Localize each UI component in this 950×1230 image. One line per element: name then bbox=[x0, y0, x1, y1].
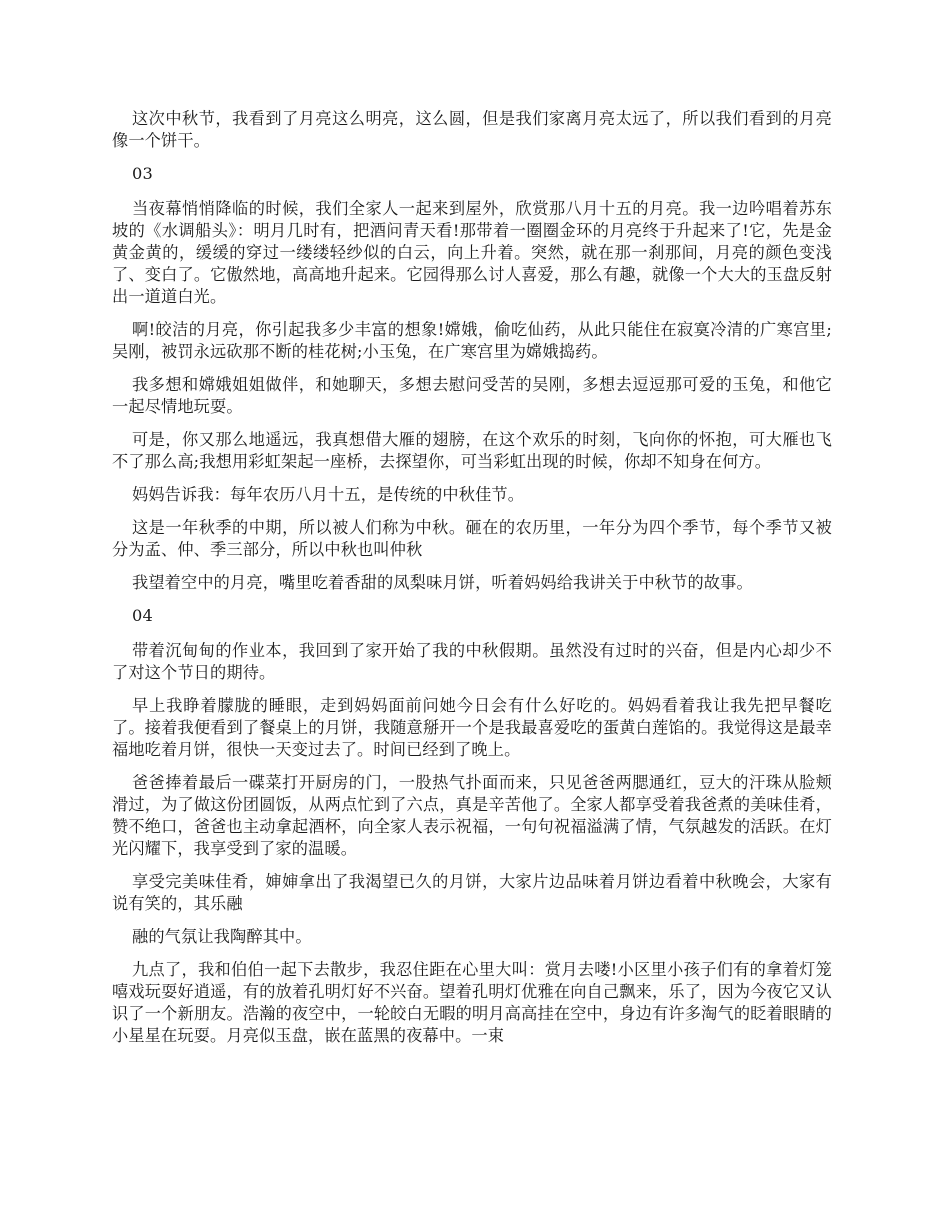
paragraph: 可是，你又那么地遥远，我真想借大雁的翅膀，在这个欢乐的时刻，飞向你的怀抱，可大雁也飞不了那么高;我想用彩虹架起一座桥，去探望你，可当彩虹出现的时候，你却不知身在何方。 bbox=[112, 430, 832, 471]
paragraph: 九点了，我和伯伯一起下去散步，我忍住距在心里大叫：赏月去喽!小区里小孩子们有的拿着灯笼嘻戏玩耍好逍遥，有的放着孔明灯好不兴奋。望着孔明灯优雅在向自己飘来，乐了，因为今夜它又认识了一个新朋友。浩瀚的夜空中，一轮皎白无暇的明月高高挂在空中，身边有许多淘气的眨着眼睛的小星星在玩耍。月亮似玉盘，嵌在蓝黑的夜幕中。一束 bbox=[112, 960, 832, 1045]
paragraph: 爸爸捧着最后一碟菜打开厨房的门，一股热气扑面而来，只见爸爸两腮通红，豆大的汗珠从脸颊滑过，为了做这份团圆饭，从两点忙到了六点，真是辛苦他了。全家人都享受着我爸煮的美味佳肴，赞不绝口，爸爸也主动拿起酒杯，向全家人表示祝福，一句句祝福溢满了情，气氛越发的活跃。在灯光闪耀下，我享受到了家的温暖。 bbox=[112, 773, 832, 858]
paragraph: 我望着空中的月亮，嘴里吃着香甜的凤梨味月饼，听着妈妈给我讲关于中秋节的故事。 bbox=[132, 573, 753, 592]
paragraph: 当夜幕悄悄降临的时候，我们全家人一起来到屋外，欣赏那八月十五的月亮。我一边吟唱着苏东坡的《水调船头》：明月几时有，把酒问青天看!那带着一圈圈金环的月亮终于升起来了!它，先是金黄金黄的，缓缓的穿过一缕缕轻纱似的白云，向上升着。突然，就在那一刹那间，月亮的颜色变浅了、变白了。它傲然地，高高地升起来。它园得那么讨人喜爱，那么有趣，就像一个大大的玉盘反射出一道道白光。 bbox=[112, 199, 832, 306]
paragraph: 我多想和嫦娥姐姐做伴，和她聊天，多想去慰问受苦的吴刚，多想去逗逗那可爱的玉兔，和他它一起尽情地玩耍。 bbox=[112, 375, 832, 416]
paragraph: 啊!皎洁的月亮，你引起我多少丰富的想象!嫦娥，偷吃仙药，从此只能住在寂寞冷清的广寒宫里;吴刚，被罚永远砍那不断的桂花树;小玉兔，在广寒宫里为嫦娥捣药。 bbox=[112, 320, 832, 361]
section-number: 03 bbox=[132, 164, 153, 183]
paragraph: 早上我睁着朦胧的睡眼，走到妈妈面前问她今日会有什么好吃的。妈妈看着我让我先把早餐吃了。接着我便看到了餐桌上的月饼，我随意掰开一个是我最喜爱吃的蛋黄白莲馅的。我觉得这是最幸福地吃着月饼，很快一天变过去了。时间已经到了晚上。 bbox=[112, 696, 832, 759]
paragraph: 享受完美味佳肴，婶婶拿出了我渴望已久的月饼，大家片边品味着月饼边看着中秋晚会，大家有说有笑的，其乐融 bbox=[112, 872, 832, 913]
paragraph: 妈妈告诉我：每年农历八月十五，是传统的中秋佳节。 bbox=[132, 485, 525, 504]
paragraph: 这是一年秋季的中期，所以被人们称为中秋。砸在的农历里，一年分为四个季节，每个季节又被分为孟、仲、季三部分，所以中秋也叫仲秋 bbox=[112, 518, 832, 559]
paragraph: 带着沉甸甸的作业本，我回到了家开始了我的中秋假期。虽然没有过时的兴奋，但是内心却少不了对这个节日的期待。 bbox=[112, 641, 832, 682]
paragraph: 融的气氛让我陶醉其中。 bbox=[132, 927, 312, 946]
paragraph: 这次中秋节，我看到了月亮这么明亮，这么圆，但是我们家离月亮太远了，所以我们看到的月亮像一个饼干。 bbox=[112, 109, 832, 150]
section-number: 04 bbox=[132, 606, 153, 625]
